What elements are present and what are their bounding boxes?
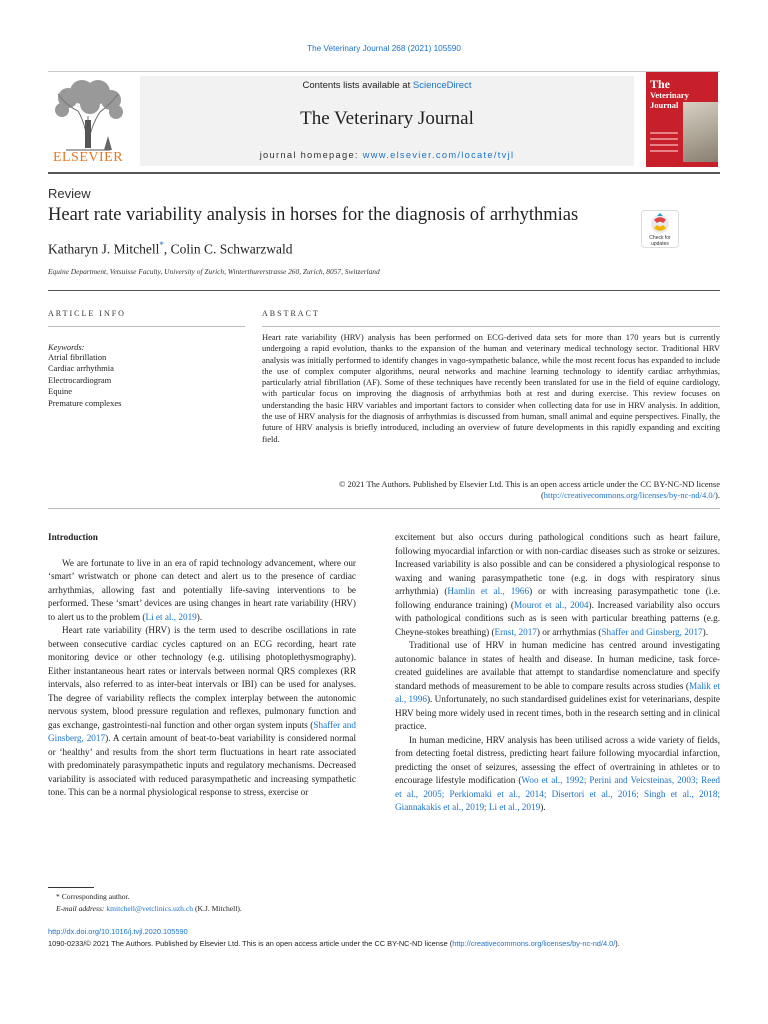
- footnote: [56, 891, 242, 915]
- check-for-updates-icon[interactable]: [641, 210, 679, 248]
- email-note: [56, 903, 242, 915]
- keyword-item: Electrocardiogram: [48, 374, 112, 385]
- paragraph-text: ).: [540, 802, 546, 812]
- copyright-suffix: ).: [715, 490, 720, 501]
- homepage-prefix: journal homepage:: [259, 150, 363, 160]
- crossmark-text-1: Check for: [649, 235, 671, 241]
- paragraph-text: Traditional use of HRV in human medicine has centred around investigating autonomic balance in states of health and disease. In human medicine, task force-created guidelines are available that attempt to standardise nomenclature and specify standard methods of measurement to be able to compare results across studies (: [395, 640, 720, 691]
- copyright-prefix: © 2021 The Authors. Published by Elsevier Ltd. This is an open access article under the CC BY-NC-ND license (: [338, 479, 720, 501]
- abstract-bottom-rule: [48, 508, 720, 509]
- citation-link[interactable]: Malik et al., 1996: [395, 680, 720, 704]
- footnote-rule: [48, 887, 94, 888]
- license-link[interactable]: http://creativecommons.org/licenses/by-nc-nd/4.0/: [452, 939, 616, 948]
- article-info-rule: [48, 326, 245, 327]
- keyword-item: Cardiac arrhythmia: [48, 363, 114, 374]
- article-title: Heart rate variability analysis in horses for the diagnosis of arrhythmias: [48, 205, 579, 225]
- abstract-rule: [262, 326, 720, 327]
- doi-link[interactable]: http://dx.doi.org/10.1016/j.tvjl.2020.105590: [48, 927, 188, 936]
- body-paragraph: [48, 624, 356, 800]
- paragraph-text: We are fortunate to live in an era of rapid technology advancement, where our ‘smart’ wristwatch or phone can detect and alert us to the presence of cardiac arrhythmias, allowing fast and potentially life-saving interventions to be performed. These ‘smart’ devices are using changes in heart rate variability (HRV) to alert us to the problem (: [48, 557, 356, 622]
- keyword-item: Premature complexes: [48, 397, 122, 408]
- paragraph-text: In human medicine, HRV analysis has been utilised across a wide variety of fields, from detecting foetal distress, predicting heart failure following myocardial infarction, predicting the onset of seizures, assessing the effect of overtraining in athletes or to encourage lifestyle modification (: [395, 734, 720, 785]
- author-affiliation: Equine Department, Vetsuisse Faculty, University of Zurich, Winterthurerstrasse 260, Zurich, 8057, Switzerland: [48, 267, 380, 276]
- author-list: [48, 240, 292, 258]
- paragraph-text: ). Increased variability also occurs with pathological conditions such as is seen with particular breathing patterns (e.g. Cheyne-stokes breathing) (: [395, 599, 720, 637]
- paragraph-text: ). Unfortunately, no such standardised guidelines exist for veterinarians, despite HRV being more widely used in recent times, both in the research setting and in clinical practice.: [395, 694, 721, 731]
- paragraph-text: Heart rate variability (HRV) is the term used to describe oscillations in rate between consecutive cardiac cycles captured on an ECG recording, heart rate monitoring device or other technology (e.g. utilising photoplethysmography). Either instantaneous heart rates or intervals between normal QRS complexes (RR intervals, also referred to as inter-beat intervals or IBI) can be used for analyses. The degree of variability reflects the complex interplay between the autonomic nervous system, blood pressure regulation and reflexes, pulmonary function and gas exchange, gastrointesti-nal function and other organ system inputs (: [48, 625, 356, 730]
- cover-decoration: [650, 132, 678, 156]
- elsevier-wordmark: ELSEVIER: [52, 150, 124, 165]
- citation-link[interactable]: Shaffer and Ginsberg, 2017: [601, 626, 703, 637]
- section-rule: [48, 290, 720, 291]
- body-paragraph: [395, 734, 720, 815]
- citation-link[interactable]: Woo et al., 1992; Perini and Veicsteinas, 2003; Reed et al., 2005; Perkiomaki et al., 2014; Disertori et al., 2016; Singh et al., 2018; Giannakakis et al., 2019; Li et al., 2019: [395, 775, 720, 812]
- keywords-list: [48, 352, 121, 409]
- body-column-left: [48, 531, 356, 800]
- article-info-heading: ARTICLE INFO: [48, 309, 126, 318]
- homepage-link[interactable]: www.elsevier.com/locate/tvjl: [362, 150, 515, 160]
- paragraph-text: ) or with increasing parasympathetic tone (i.e. following endurance training) (: [395, 586, 720, 610]
- paragraph-text: ).: [196, 611, 203, 622]
- keyword-item: Equine: [48, 386, 73, 397]
- paragraph-text: excitement but also occurs during pathological conditions such as heart failure, following myocardial infarction or with non-cardiac diseases such as stroke or seizures. Increased variability is also possible and can be considered a physiological response to waxing and waning parasympathetic tone (e.g. in dogs with respiratory sinus arrhythmia) (: [395, 532, 720, 596]
- citation-link[interactable]: Ernst, 2017: [494, 626, 537, 637]
- issn-suffix: ).: [615, 939, 620, 948]
- cover-title-line1: The: [650, 77, 671, 91]
- body-paragraph: [395, 531, 720, 639]
- issn-license-line: [48, 939, 728, 948]
- abstract-copyright: [262, 479, 720, 502]
- keywords-label: Keywords:: [48, 342, 85, 352]
- journal-homepage-line: [140, 150, 634, 160]
- body-column-right: [395, 531, 720, 815]
- crossmark-text-2: updates: [651, 241, 669, 247]
- cover-photo: [683, 102, 718, 162]
- author-2: Colin C. Schwarzwald: [170, 241, 293, 257]
- contents-prefix: Contents lists available at: [302, 80, 413, 91]
- article-type-label: Review: [48, 186, 91, 201]
- introduction-heading: Introduction: [48, 532, 98, 542]
- cover-title-line2: Veterinary Journal: [650, 90, 689, 110]
- author-separator: ,: [163, 241, 171, 257]
- abstract-text: Heart rate variability (HRV) analysis has been performed on ECG-derived data sets for more than 170 years but is currently undergoing a rapid evolution, thanks to the expansion of the human and veterinary medical technology sector. Traditional HRV analysis was initially performed to identify changes in vago-sympathetic balance, while the most recent focus has expanded to include the use of complex computer algorithms, neural networks and machine learning technology to identify cardiac arrhythmias, particularly atrial fibrillation (AF). Some of these techniques have recently been translated for use in the field of equine cardiology, with particular focus on improving the diagnosis of arrhythmias both at rest and during exercise. This review focuses on understanding the basic HRV variables and important factors to consider when collecting data for use in HRV analysis. In addition, the use of HRV analysis for the diagnosis of arrhythmias is discussed from human, small animal and equine perspectives. Finally, the future of HRV analysis is briefly introduced, including an overview of future developments in this rapidly expanding and exciting field.: [262, 332, 720, 444]
- journal-name: The Veterinary Journal: [300, 108, 474, 129]
- license-link[interactable]: http://creativecommons.org/licenses/by-nc-nd/4.0/: [543, 490, 716, 501]
- paragraph-text: ).: [702, 626, 709, 637]
- footnote-text: Corresponding author.: [61, 892, 130, 901]
- citation-link[interactable]: Hamlin et al., 1966: [447, 586, 530, 596]
- email-label: E-mail address:: [56, 904, 107, 913]
- sciencedirect-link[interactable]: ScienceDirect: [412, 80, 472, 91]
- header-rule-bottom: [48, 172, 720, 174]
- citation-link[interactable]: Mourot et al., 2004: [513, 599, 589, 610]
- citation-link[interactable]: Shaffer and Ginsberg, 2017: [48, 719, 356, 743]
- body-paragraph: [395, 639, 720, 734]
- citation-link[interactable]: Li et al., 2019: [145, 611, 197, 622]
- journal-citation-link[interactable]: The Veterinary Journal 268 (2021) 105590: [307, 44, 461, 53]
- contents-available-line: [140, 80, 634, 91]
- abstract-heading: ABSTRACT: [262, 309, 320, 318]
- paragraph-text: ). A certain amount of beat-to-beat variability is considered normal or ‘healthy’ and results from the short term fluctuations in heart rate associated with predominately parasympathetic inputs and regulatory mechanisms. Decreased variability is associated with reduced parasympathetic and increasing sympathetic tone. This can be a normal physiological response to stress, exercise or: [48, 733, 356, 797]
- footnote-mark: *: [56, 892, 60, 901]
- corresponding-author-mark[interactable]: *: [159, 240, 164, 250]
- paragraph-text: ) or arrhythmias (: [536, 626, 602, 637]
- keyword-item: Atrial fibrillation: [48, 352, 107, 362]
- corresponding-author-note: [56, 891, 242, 903]
- issn-prefix: 1090-0233/© 2021 The Authors. Published by Elsevier Ltd. This is an open access article under the CC BY-NC-ND license (: [48, 939, 453, 948]
- author-1: Katharyn J. Mitchell: [48, 241, 160, 257]
- header-rule-top: [48, 71, 720, 72]
- email-link[interactable]: kmitchell@vetclinics.uzh.ch: [106, 904, 194, 913]
- body-paragraph: [48, 557, 356, 625]
- email-suffix: (K.J. Mitchell).: [193, 904, 242, 913]
- journal-cover-thumbnail[interactable]: [646, 72, 718, 167]
